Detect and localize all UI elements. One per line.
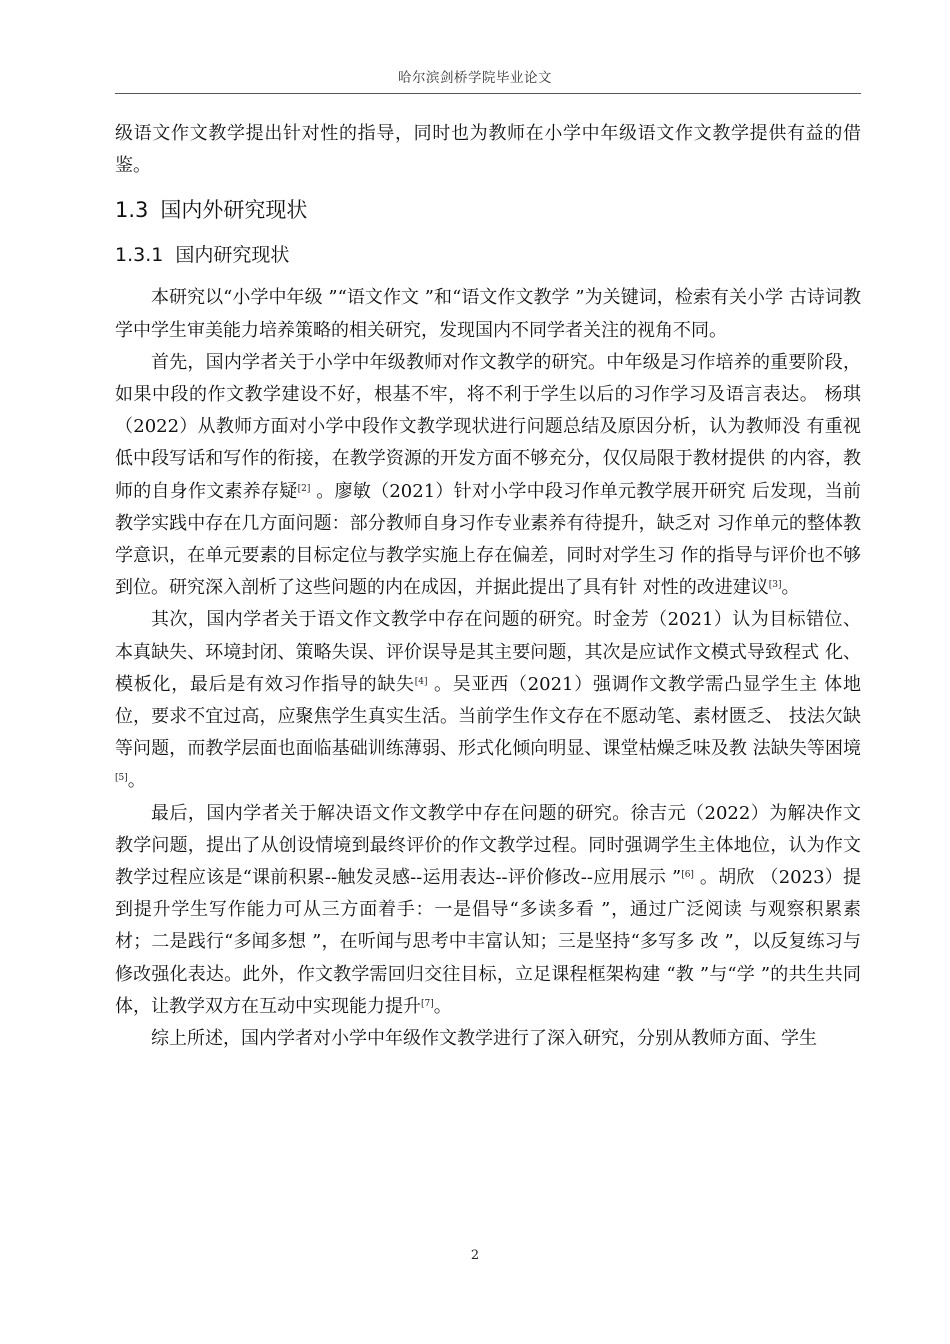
- section-heading-1-3: [115, 192, 861, 228]
- paragraph-text: 其次，国内学者关于语文作文教学中存在问题的研究。时金芳（2021）认为目标错位、 本真缺失、环境封闭、策略失误、评价误导是其主要问题，其次是应试作文模式导致程式 化、模板化，最后是有效习作指导的缺失: [115, 609, 861, 695]
- paragraph-second: [115, 604, 861, 797]
- section-number: 1.3: [115, 198, 149, 223]
- paragraph-text: 。廖敏（2021）针对小学中段习作单元教学展开研究 后发现，当前教学实践中存在几方面问题：部分教师自身习作专业素养有待提升，缺乏对 习作单元的整体教学意识，在单元要素的目标定位与教学实施上存在偏差，同时对学生习 作的指导与评价也不够到位。研究深入剖析了这些问题的内在成因，并据此提出了具有针 对性的改进建议: [115, 480, 862, 599]
- subsection-title: 国内研究现状: [175, 244, 290, 267]
- paragraph-text: 最后，国内学者关于解决语文作文教学中存在问题的研究。徐吉元（2022）为解决作文教学问题，提出了从创设情境到最终评价的作文教学过程。同时强调学生主体地位，认为作文教学过程应该是“课前积累--触发灵感--运用表达--评价修改--应用展示 ”: [115, 802, 861, 889]
- subsection-heading-1-3-1: [115, 238, 861, 272]
- paragraph-text: 。: [433, 995, 452, 1017]
- section-title: 国内外研究现状: [160, 198, 308, 223]
- paragraph-text: 。胡欣 （2023）提到提升学生写作能力可从三方面着手：一是倡导“多读多看 ”，通过广泛阅读 与观察积累素材；二是践行“多闻多想 ”，在听闻与思考中丰富认知；三是坚持“多写多 改 ”，以反复练习与修改强化表达。此外，作文教学需回归交往目标，立足课程框架构建 “教 ”与“学 ”的共生共同体，让教学双方在互动中实现能力提升: [115, 867, 861, 1017]
- citation-4: [4]: [414, 676, 428, 687]
- paragraph-summary: 综上所述，国内学者对小学中年级作文教学进行了深入研究，分别从教师方面、学生: [151, 1028, 817, 1050]
- paragraph-text: 。: [127, 770, 146, 792]
- paragraph-intro: 本研究以“小学中年级 ”“语文作文 ”和“语文作文教学 ”为关键词，检索有关小学 古诗词教学中学生审美能力培养策略的相关研究，发现国内不同学者关注的视角不同。: [115, 287, 861, 341]
- paragraph-first: [115, 347, 861, 605]
- continued-paragraph: 级语文作文教学提出针对性的指导，同时也为教师在小学中年级语文作文教学提供有益的借鉴。: [115, 123, 861, 177]
- paragraph-text: 。吴亚西（2021）强调作文教学需凸显学生主 体地位，要求不宜过高，应聚焦学生真实生活。当前学生作文存在不愿动笔、素材匮乏、 技法欠缺等问题，而教学层面也面临基础训练薄弱、形式化倾向明显、课堂枯燥乏味及教 法缺失等困境: [115, 673, 862, 760]
- page-body: [115, 118, 861, 1055]
- citation-6: [6]: [681, 870, 694, 881]
- page-number: 2: [470, 1248, 480, 1263]
- paragraph-text: 首先，国内学者关于小学中年级教师对作文教学的研究。中年级是习作培养的重要阶段，如果中段的作文教学建设不好，根基不牢，将不利于学生以后的习作学习及语言表达。 杨琪（2022）从教师方面对小学中段作文教学现状进行问题总结及原因分析，认为教师没 有重视低中段写话和写作的衔接，在教学资源的开发方面不够充分，仅仅局限于教材提供 的内容，教师的自身作文素养存疑: [115, 351, 861, 502]
- subsection-number: 1.3.1: [115, 244, 164, 267]
- header-rule: [115, 93, 861, 94]
- running-header: 哈尔滨剑桥学院毕业论文: [398, 70, 552, 86]
- citation-3: [3]: [768, 580, 782, 591]
- citation-2: [2]: [297, 483, 311, 494]
- citation-5: [5]: [115, 773, 128, 784]
- citation-7: [7]: [421, 998, 434, 1009]
- paragraph-text: 。: [781, 577, 800, 599]
- paragraph-last: [115, 798, 861, 1023]
